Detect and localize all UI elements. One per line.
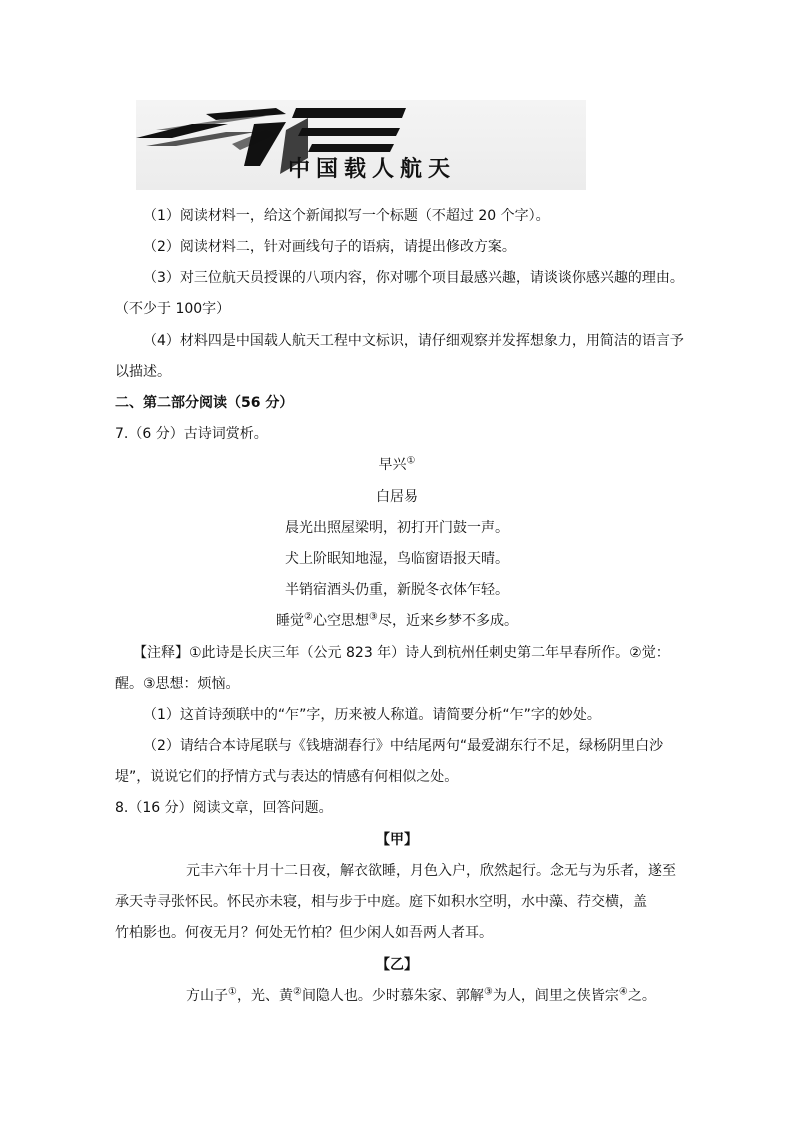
passage-jia-line-2: 承天寺寻张怀民。怀民亦未寝，相与步于中庭。庭下如积水空明，水中藻、荇交横，盖 bbox=[115, 894, 647, 910]
passage-yi-line-1 bbox=[186, 986, 656, 1006]
passage-yi-title: 【乙】 bbox=[376, 957, 418, 973]
poem-title bbox=[0, 455, 794, 475]
question-7-sub-2-line-1: （2）请结合本诗尾联与《钱塘湖春行》中结尾两句“最爱湖东行不足，绿杨阴里白沙 bbox=[143, 738, 664, 754]
yi-footnote-mark-1: ① bbox=[228, 986, 237, 998]
question-4-line-1: （4）材料四是中国载人航天工程中文标识，请仔细观察并发挥想象力，用简洁的语言予 bbox=[143, 333, 684, 349]
poem-notes-line-1: 【注释】①此诗是长庆三年（公元 823 年）诗人到杭州任刺史第二年早春所作。②觉： bbox=[133, 645, 670, 661]
yi-footnote-mark-2: ② bbox=[292, 986, 302, 998]
passage-yi-part-3: 间隐人也。少时慕朱家、郭解 bbox=[301, 988, 484, 1004]
section-2-heading: 二、第二部分阅读（56 分） bbox=[115, 395, 294, 411]
footnote-mark-2: ② bbox=[304, 611, 313, 623]
question-4-line-2: 以描述。 bbox=[115, 364, 171, 380]
question-7-sub-1: （1）这首诗颈联中的“乍”字，历来被人称道。请简要分析“乍”字的妙处。 bbox=[143, 707, 601, 723]
passage-yi-part-4: 为人，闾里之侠皆宗 bbox=[492, 988, 619, 1004]
poem-line-3: 半销宿酒头仍重，新脱冬衣体乍轻。 bbox=[285, 582, 509, 598]
poem-author: 白居易 bbox=[376, 489, 418, 505]
poem-title-footnote-mark: ① bbox=[406, 455, 416, 467]
poem-line-1: 晨光出照屋梁明，初打开门鼓一声。 bbox=[285, 520, 509, 536]
passage-yi-part-5: 之。 bbox=[627, 988, 656, 1004]
passage-jia-title: 【甲】 bbox=[376, 832, 418, 848]
question-2: （2）阅读材料二，针对画线句子的语病，请提出修改方案。 bbox=[143, 239, 516, 255]
passage-yi-part-1: 方山子 bbox=[186, 988, 228, 1004]
question-7-sub-2-line-2: 堤”，说说它们的抒情方式与表达的情感有何相似之处。 bbox=[115, 769, 459, 785]
china-manned-space-logo bbox=[136, 100, 586, 190]
poem-line-4-part-c: 尽，近来乡梦不多成。 bbox=[377, 613, 518, 629]
passage-yi-part-2: ，光、黄 bbox=[236, 988, 293, 1004]
question-8-stem: 8.（16 分）阅读文章，回答问题。 bbox=[115, 800, 333, 816]
question-3-line-2: （不少于 100字） bbox=[115, 301, 231, 317]
yi-footnote-mark-4: ④ bbox=[618, 986, 628, 998]
passage-jia-line-1: 元丰六年十月十二日夜，解衣欲睡，月色入户，欣然起行。念无与为乐者，遂至 bbox=[186, 863, 676, 879]
question-7-stem: 7.（6 分）古诗词赏析。 bbox=[115, 426, 268, 442]
yi-footnote-mark-3: ③ bbox=[483, 986, 493, 998]
poem-line-2: 犬上阶眠知地湿，鸟临窗语报天晴。 bbox=[285, 551, 509, 567]
poem-notes-line-2: 醒。③思想：烦恼。 bbox=[115, 676, 240, 692]
question-3-line-1: （3）对三位航天员授课的八项内容，你对哪个项目最感兴趣，请谈谈你感兴趣的理由。 bbox=[143, 270, 684, 286]
logo-wordmark: 中国载人航天 bbox=[288, 157, 457, 182]
poem-line-4-part-a: 睡觉 bbox=[276, 613, 305, 629]
poem-title-text: 早兴 bbox=[378, 457, 407, 473]
footnote-mark-3: ③ bbox=[369, 611, 378, 623]
poem-line-4-part-b: 心空思想 bbox=[313, 613, 369, 629]
passage-jia-line-3: 竹柏影也。何夜无月？何处无竹柏？但少闲人如吾两人者耳。 bbox=[115, 925, 493, 941]
poem-line-4 bbox=[0, 611, 794, 631]
question-1: （1）阅读材料一，给这个新闻拟写一个标题（不超过 20 个字）。 bbox=[143, 208, 550, 224]
